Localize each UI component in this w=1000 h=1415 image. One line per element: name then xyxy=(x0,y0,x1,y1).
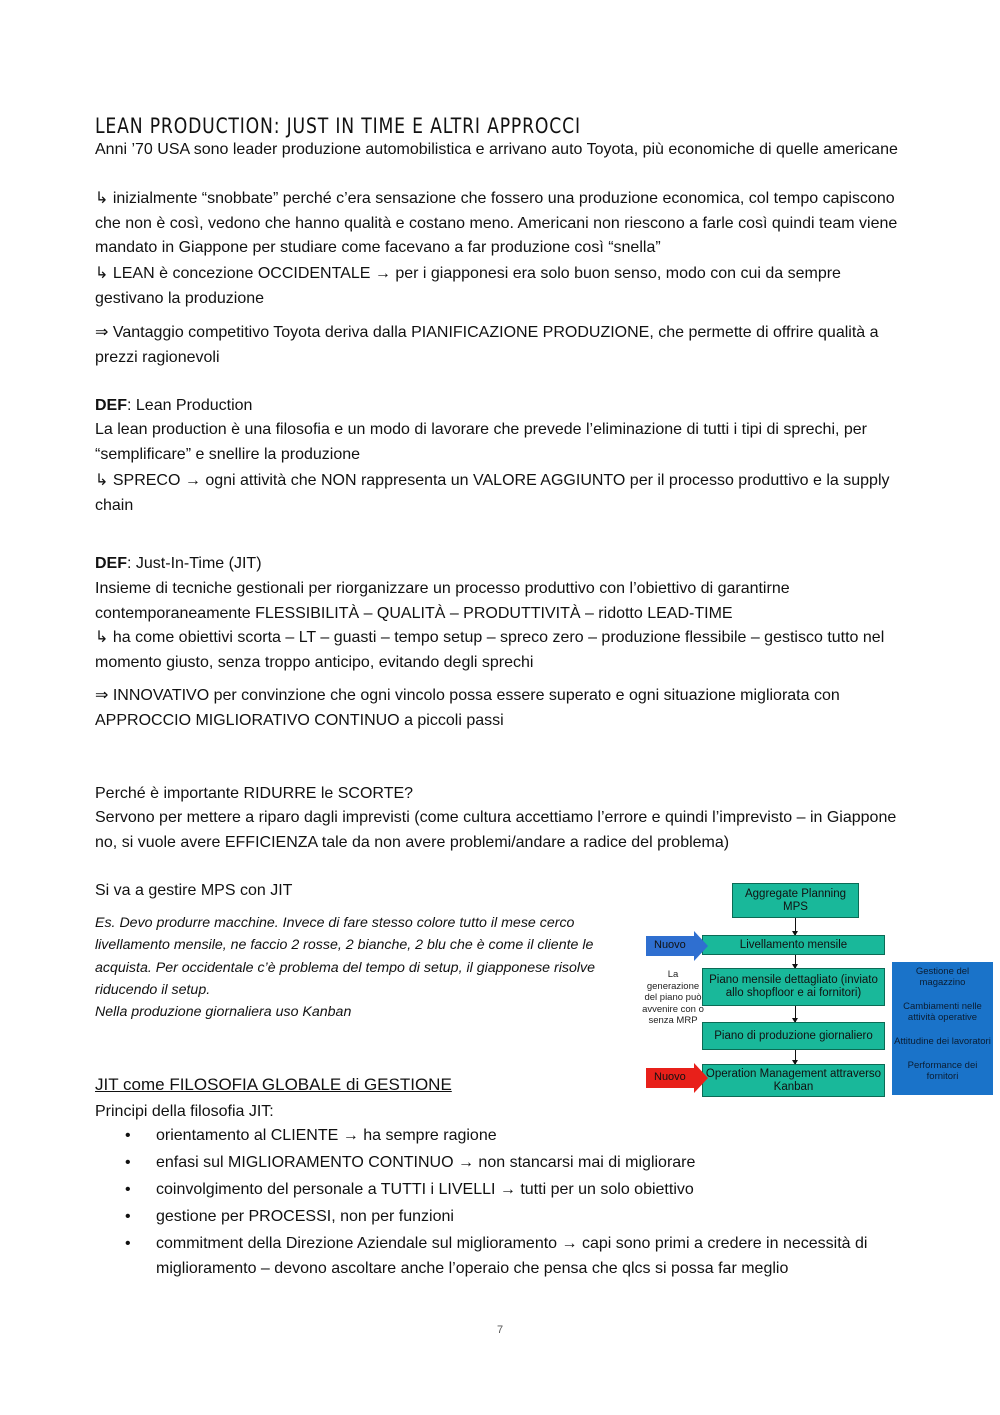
diagram-box-livellamento: Livellamento mensile xyxy=(702,935,885,955)
jit-global-intro: Principi della filosofia JIT: xyxy=(95,1103,274,1120)
nuovo-arrow-head xyxy=(694,1063,708,1093)
mps-example: Es. Devo produrre macchine. Invece di fare stesso colore tutto il mese cerco livellamento mensile, ne faccio 2 rosse, 2 bianche, 2 blu che è come il cliente le acquista. Per occidentale c’è problema del tempo di setup, il giapponese risolve riducendo il setup. xyxy=(95,915,596,998)
diagram-box-piano-mensile: Piano mensile dettagliato (inviato allo shopfloor e ai fornitori) xyxy=(702,968,885,1006)
list-item: • enfasi sul MIGLIORAMENTO CONTINUO → non stancarsi mai di migliorare xyxy=(95,1151,910,1176)
diagram-side-box xyxy=(892,962,993,1095)
diagram-arrow xyxy=(795,1050,796,1064)
nuovo-arrow-red xyxy=(646,1068,708,1088)
scorte-answer: Servono per mettere a riparo dagli imprevisti (come cultura accettiamo l’errore e quindi l’imprevisto – in Giappone no, si vuole avere EFFICIENZA tale da non avere problemi/andare a radice del problema) xyxy=(95,809,897,851)
diagram-box-aggregate-planning: Aggregate Planning MPS xyxy=(732,883,859,918)
def-lean-heading xyxy=(95,394,910,419)
side-item: Gestione del magazzino xyxy=(915,966,970,988)
scorte-question: Perché è importante RIDURRE le SCORTE? xyxy=(95,785,414,802)
diagram-arrow xyxy=(795,1006,796,1022)
page-title: LEAN PRODUCTION: JUST IN TIME E ALTRI APPROCCI xyxy=(95,114,581,139)
diagram-box-operation-management: Operation Management attraverso Kanban xyxy=(702,1064,885,1097)
mps-kanban: Nella produzione giornaliera uso Kanban xyxy=(95,1004,352,1020)
diagram-box-piano-giornaliero: Piano di produzione giornaliero xyxy=(702,1022,885,1050)
diagram-arrow xyxy=(795,955,796,968)
intro-paragraph-2: ↳ inizialmente “snobbate” perché c’era sensazione che fossero una produzione economica, col tempo capiscono che non è così, vedono che hanno qualità e costano meno. Americani non riescono a farle così quindi team viene mandato in Giappone per studiare come facevano a far produzione così “snella” xyxy=(95,190,898,256)
mps-heading: Si va a gestire MPS con JIT xyxy=(95,882,293,899)
list-item: • gestione per PROCESSI, non per funzioni xyxy=(95,1205,910,1230)
def-lean-text: La lean production è una filosofia e un modo di lavorare che prevede l’eliminazione di tutti i tipi di sprechi, per “semplificare” e snellire la produzione xyxy=(95,421,868,463)
intro-paragraph-3: ↳ LEAN è concezione OCCIDENTALE → per i giapponesi era solo buon senso, modo con cui da sempre gestivano la produzione xyxy=(95,265,841,307)
intro-paragraph-1: Anni ’70 USA sono leader produzione automobilistica e arrivano auto Toyota, più economiche di quelle americane xyxy=(95,141,898,158)
def-jit-heading xyxy=(95,552,910,577)
diagram-note: La generazione del piano può avvenire con o senza MRP xyxy=(642,969,704,1026)
side-item: Performance dei fornitori xyxy=(907,1060,978,1082)
list-item: • coinvolgimento del personale a TUTTI i LIVELLI → tutti per un solo obiettivo xyxy=(95,1178,910,1203)
def-label: DEF xyxy=(95,555,127,572)
diagram-arrow xyxy=(795,918,796,935)
nuovo-arrow-head xyxy=(694,931,708,961)
def-lean-spreco: ↳ SPRECO → ogni attività che NON rappresenta un VALORE AGGIUNTO per il processo produttivo e la supply chain xyxy=(95,472,890,514)
def-term: : Lean Production xyxy=(127,397,253,414)
nuovo-label: Nuovo xyxy=(654,1071,686,1083)
side-item: Attitudine dei lavoratori xyxy=(894,1036,991,1047)
def-label: DEF xyxy=(95,397,127,414)
page-number: 7 xyxy=(496,1324,504,1336)
def-jit-text: Insieme di tecniche gestionali per riorganizzare un processo produttivo con l’obiettivo di garantirne contemporaneamente FLESSIBILITÀ – QUALITÀ – PRODUTTIVITÀ – ridotto LEAD-TIME xyxy=(95,580,790,622)
def-jit-innovativo: ⇒ INNOVATIVO per convinzione che ogni vincolo possa essere superato e ogni situazione migliorata con APPROCCIO MIGLIORATIVO CONTINUO a piccoli passi xyxy=(95,687,840,729)
nuovo-arrow-blue xyxy=(646,936,708,956)
intro-paragraph-4: ⇒ Vantaggio competitivo Toyota deriva dalla PIANIFICAZIONE PRODUZIONE, che permette di offrire qualità a prezzi ragionevoli xyxy=(95,324,879,366)
def-term: : Just-In-Time (JIT) xyxy=(127,555,262,572)
mps-jit-diagram xyxy=(640,880,995,1100)
list-item: • commitment della Direzione Aziendale sul miglioramento → capi sono primi a credere in necessità di miglioramento – devono ascoltare anche l’operaio che pensa che qlcs si possa far meglio xyxy=(95,1232,910,1281)
side-item: Cambiamenti nelle attività operative xyxy=(903,1001,982,1023)
nuovo-label: Nuovo xyxy=(654,939,686,951)
principles-list xyxy=(95,1124,910,1284)
jit-global-heading: JIT come FILOSOFIA GLOBALE di GESTIONE xyxy=(95,1075,452,1094)
def-jit-obiettivi: ↳ ha come obiettivi scorta – LT – guasti – tempo setup – spreco zero – produzione flessibile – gestisco tutto nel momento giusto, senza troppo anticipo, evitando degli sprechi xyxy=(95,629,885,671)
list-item: • orientamento al CLIENTE → ha sempre ragione xyxy=(95,1124,910,1149)
